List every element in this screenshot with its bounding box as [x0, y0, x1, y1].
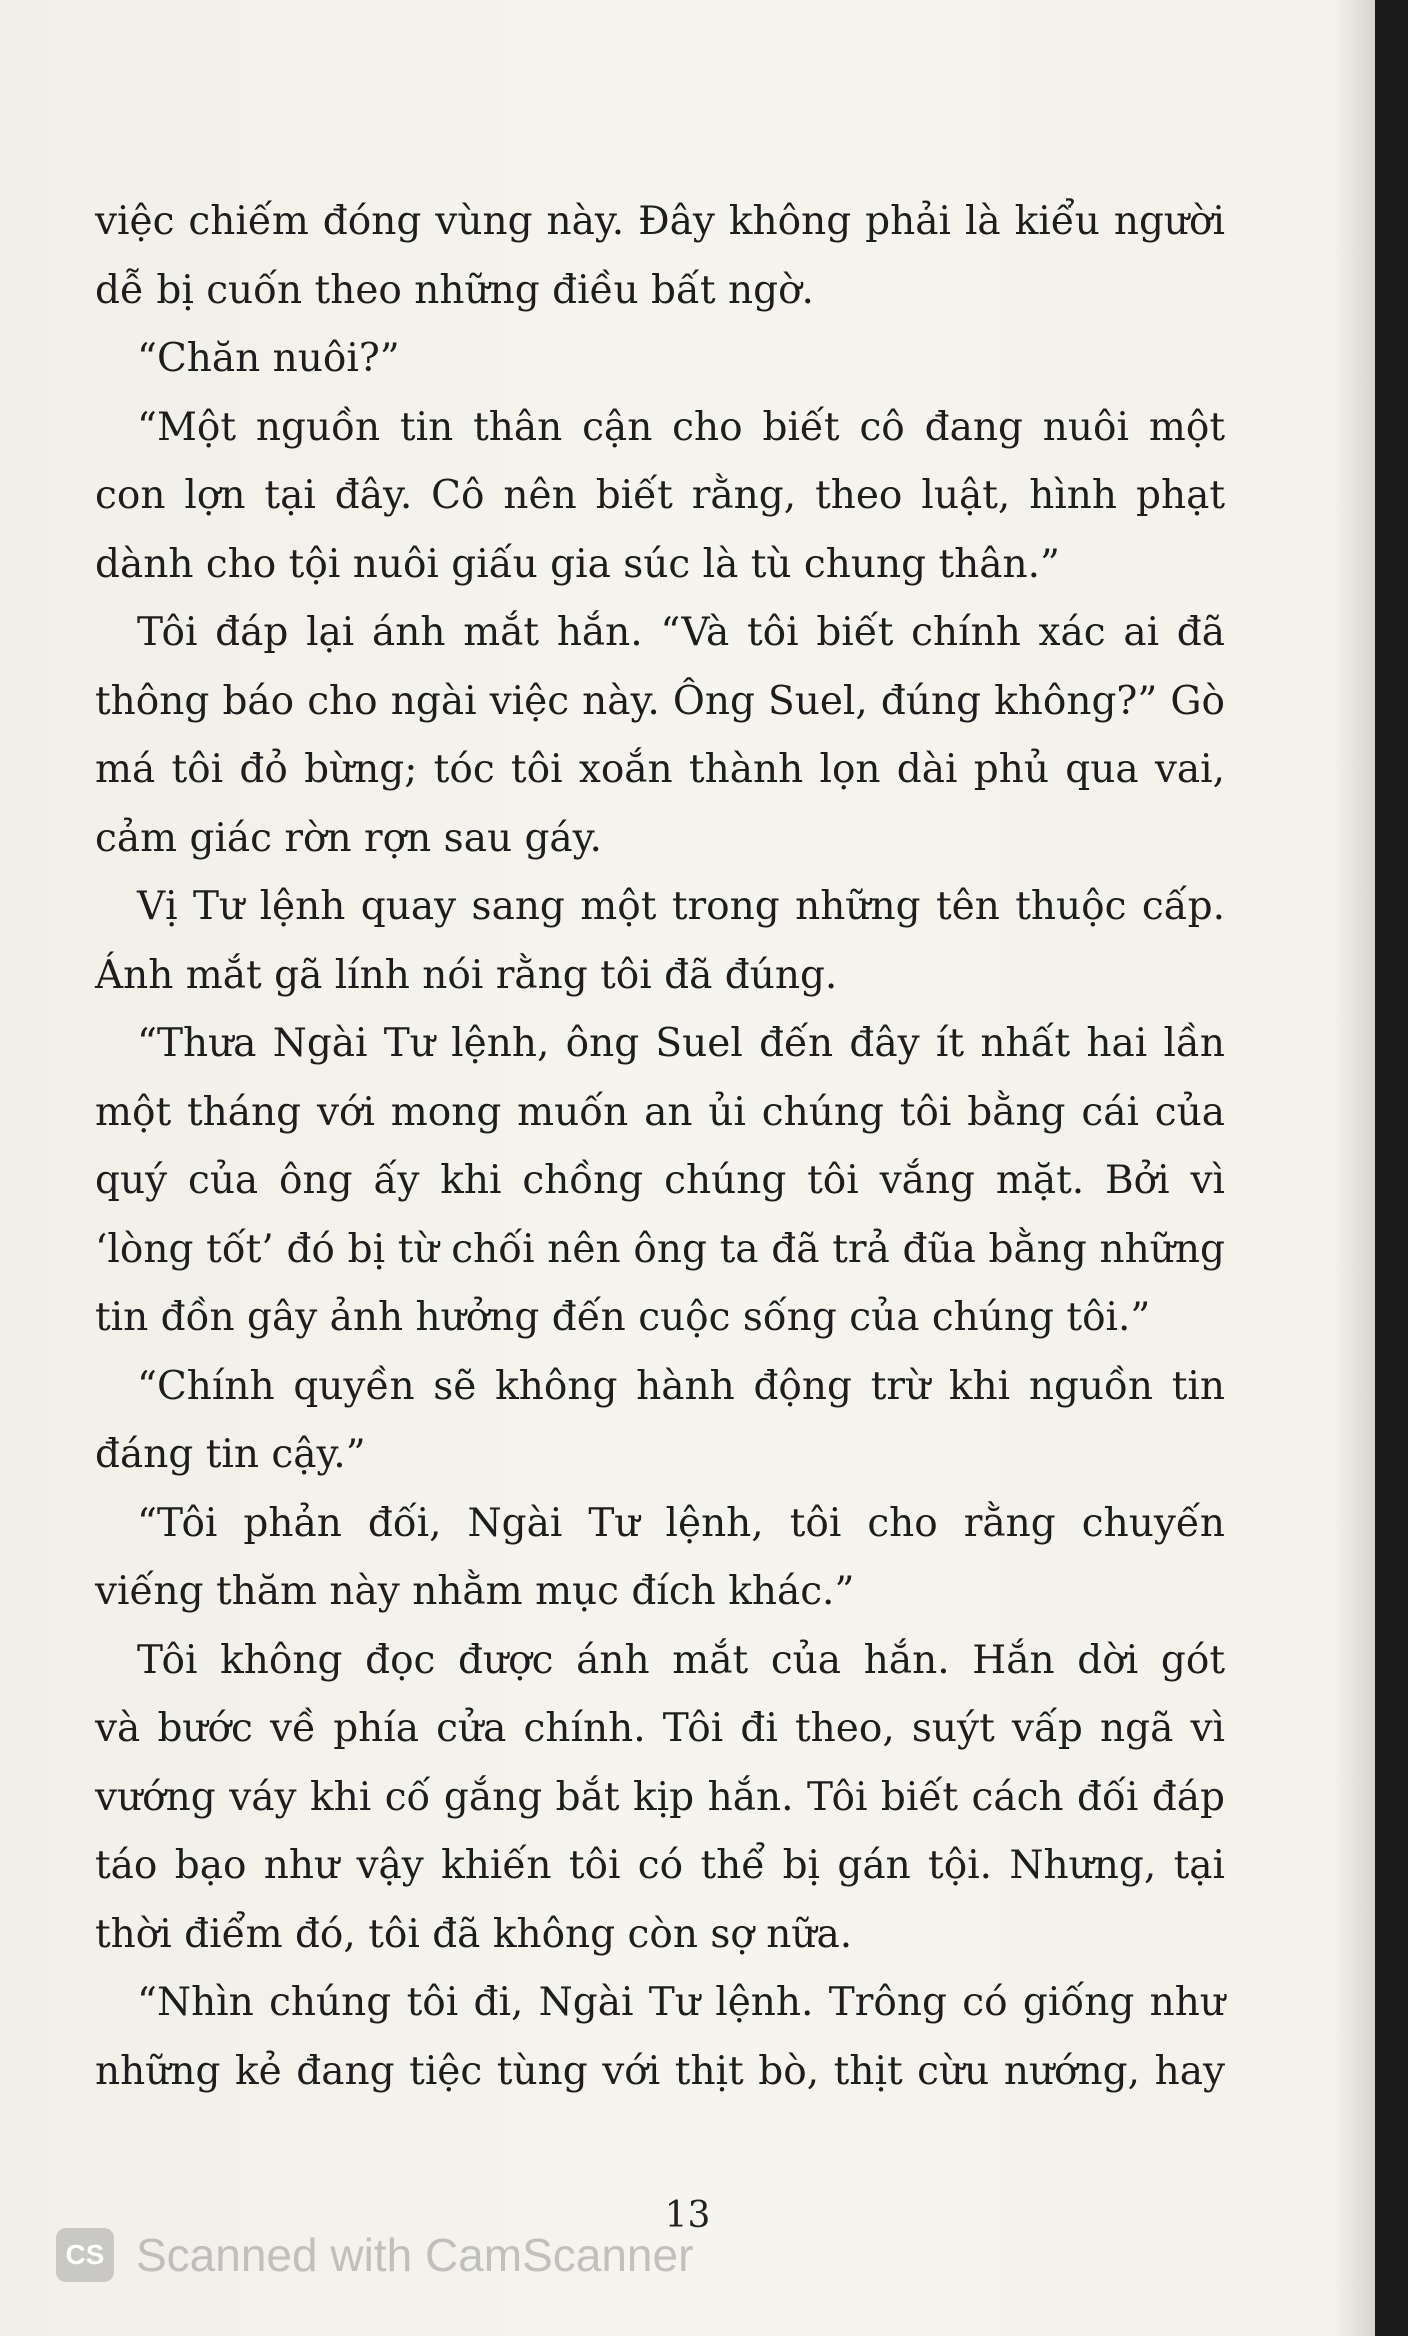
paragraph	[95, 188, 1225, 325]
page-number: 13	[664, 2195, 711, 2236]
text-line: cảm giác rờn rợn sau gáy.	[95, 815, 602, 861]
text-line: “Chăn nuôi?”	[137, 336, 400, 381]
text-line: “Thưa Ngài Tư lệnh, ông Suel đến đây ít nhất hai lần	[137, 1021, 1225, 1066]
watermark-text: Scanned with CamScanner	[136, 2229, 694, 2281]
text-line: Ánh mắt gã lính nói rằng tôi đã đúng.	[95, 952, 838, 998]
text-line: vướng váy khi cố gắng bắt kịp hắn. Tôi biết cách đối đáp	[95, 1774, 1225, 1820]
paragraph	[95, 599, 1225, 873]
camscanner-logo-icon: CS	[56, 2228, 114, 2282]
text-line: má tôi đỏ bừng; tóc tôi xoắn thành lọn dài phủ qua vai,	[95, 747, 1225, 792]
text-line: quý của ông ấy khi chồng chúng tôi vắng mặt. Bởi vì	[95, 1158, 1225, 1203]
paragraph	[95, 1627, 1225, 1970]
paragraph	[95, 1969, 1225, 2106]
text-line: những kẻ đang tiệc tùng với thịt bò, thịt cừu nướng, hay	[95, 2048, 1225, 2094]
text-line: “Chính quyền sẽ không hành động trừ khi nguồn tin	[137, 1363, 1225, 1409]
paragraph	[95, 394, 1225, 600]
paragraph	[95, 873, 1225, 1010]
text-line: dành cho tội nuôi giấu gia súc là tù chung thân.”	[95, 541, 1060, 587]
paragraph	[95, 1353, 1225, 1490]
text-line: thông báo cho ngài việc này. Ông Suel, đúng không?” Gò	[95, 678, 1225, 724]
text-line: “Tôi phản đối, Ngài Tư lệnh, tôi cho rằng chuyến	[137, 1500, 1225, 1546]
text-line: đáng tin cậy.”	[95, 1432, 366, 1477]
text-line: việc chiếm đóng vùng này. Đây không phải là kiểu người	[95, 199, 1225, 244]
text-line: Vị Tư lệnh quay sang một trong những tên thuộc cấp.	[137, 884, 1225, 929]
text-line: Tôi đáp lại ánh mắt hắn. “Và tôi biết chính xác ai đã	[137, 610, 1225, 655]
paragraph	[95, 1490, 1225, 1627]
text-line: một tháng với mong muốn an ủi chúng tôi bằng cái của	[95, 1089, 1225, 1135]
text-line: thời điểm đó, tôi đã không còn sợ nữa.	[95, 1911, 853, 1957]
text-line: Tôi không đọc được ánh mắt của hắn. Hắn dời gót	[137, 1637, 1225, 1683]
body-text	[95, 188, 1225, 2106]
paragraph	[95, 1010, 1225, 1353]
text-line: “Một nguồn tin thân cận cho biết cô đang nuôi một	[137, 404, 1225, 450]
text-line: con lợn tại đây. Cô nên biết rằng, theo luật, hình phạt	[95, 473, 1225, 518]
text-line: viếng thăm này nhằm mục đích khác.”	[95, 1569, 855, 1614]
text-line: “Nhìn chúng tôi đi, Ngài Tư lệnh. Trông có giống như	[137, 1980, 1225, 2025]
paragraph	[95, 325, 1225, 394]
text-line: tin đồn gây ảnh hưởng đến cuộc sống của chúng tôi.”	[95, 1295, 1151, 1340]
text-line: ‘lòng tốt’ đó bị từ chối nên ông ta đã trả đũa bằng những	[95, 1226, 1225, 1272]
text-line: và bước về phía cửa chính. Tôi đi theo, suýt vấp ngã vì	[95, 1706, 1225, 1751]
text-line: táo bạo như vậy khiến tôi có thể bị gán tội. Nhưng, tại	[95, 1843, 1225, 1888]
scanner-watermark	[56, 2228, 693, 2282]
text-line: dễ bị cuốn theo những điều bất ngờ.	[95, 267, 814, 313]
page-edge-shadow	[1335, 0, 1375, 2336]
